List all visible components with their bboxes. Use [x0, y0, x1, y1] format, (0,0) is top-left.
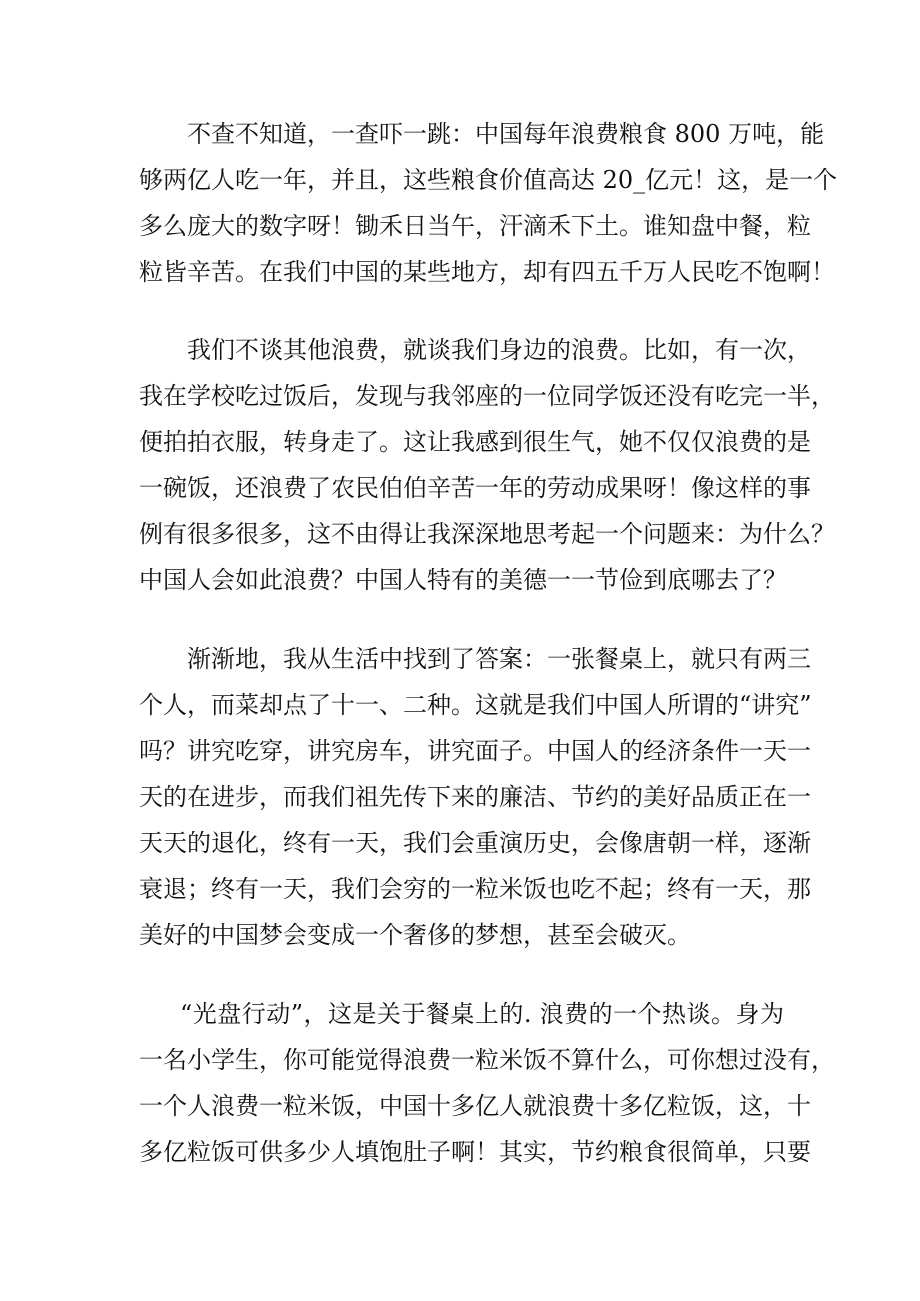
- text-line: 渐渐地，我从生活中找到了答案：一张餐桌上，就只有两三: [187, 645, 811, 673]
- text-line: 一个人浪费一粒米饭，中国十多亿人就浪费十多亿粒饭，这，十: [139, 1092, 811, 1120]
- text-line: 个人，而菜却点了十一、二种。这就是我们中国人所谓的“讲究”: [139, 691, 812, 719]
- text-line: 我们不谈其他浪费，就谈我们身边的浪费。比如，有一次，: [187, 336, 811, 364]
- text-line: 天天的退化，终有一天，我们会重演历史，会像唐朝一样，逐渐: [139, 829, 811, 857]
- text-line: 吗？讲究吃穿，讲究房车，讲究面子。中国人的经济条件一天一: [139, 737, 811, 765]
- text-line: 天的在进步，而我们祖先传下来的廉洁、节约的美好品质正在一: [139, 783, 811, 811]
- text-line: 多么庞大的数字呀！锄禾日当午，汗滴禾下土。谁知盘中餐，粒: [139, 212, 811, 240]
- text-line: 一碗饭，还浪费了农民伯伯辛苦一年的劳动成果呀！像这样的事: [139, 474, 811, 502]
- text-line: 便拍拍衣服，转身走了。这让我感到很生气，她不仅仅浪费的是: [139, 428, 811, 456]
- text-line: 例有很多很多，这不由得让我深深地思考起一个问题来：为什么？: [139, 520, 835, 548]
- text-line: 我在学校吃过饭后，发现与我邻座的一位同学饭还没有吃完一半，: [139, 382, 835, 410]
- text-line: 粒皆辛苦。在我们中国的某些地方，却有四五千万人民吃不饱啊！: [139, 258, 835, 286]
- text-line: 多亿粒饭可供多少人填饱肚子啊！其实，节约粮食很简单，只要: [139, 1138, 811, 1166]
- text-line: 美好的中国梦会变成一个奢侈的梦想，甚至会破灭。: [139, 921, 691, 949]
- text-line: 衰退；终有一天，我们会穷的一粒米饭也吃不起；终有一天，那: [139, 875, 811, 903]
- text-line: 中国人会如此浪费？中国人特有的美德一一节俭到底哪去了？: [139, 566, 787, 594]
- text-line: 不查不知道，一查吓一跳：中国每年浪费粮食 800 万吨，能: [187, 120, 825, 148]
- text-line: 一名小学生，你可能觉得浪费一粒米饭不算什么，可你想过没有，: [139, 1046, 835, 1074]
- text-line: 够两亿人吃一年，并且，这些粮食价值高达 20_亿元！这，是一个: [139, 166, 838, 194]
- text-line: “光盘行动”，这是关于餐桌上的. 浪费的一个热谈。身为: [180, 1000, 784, 1028]
